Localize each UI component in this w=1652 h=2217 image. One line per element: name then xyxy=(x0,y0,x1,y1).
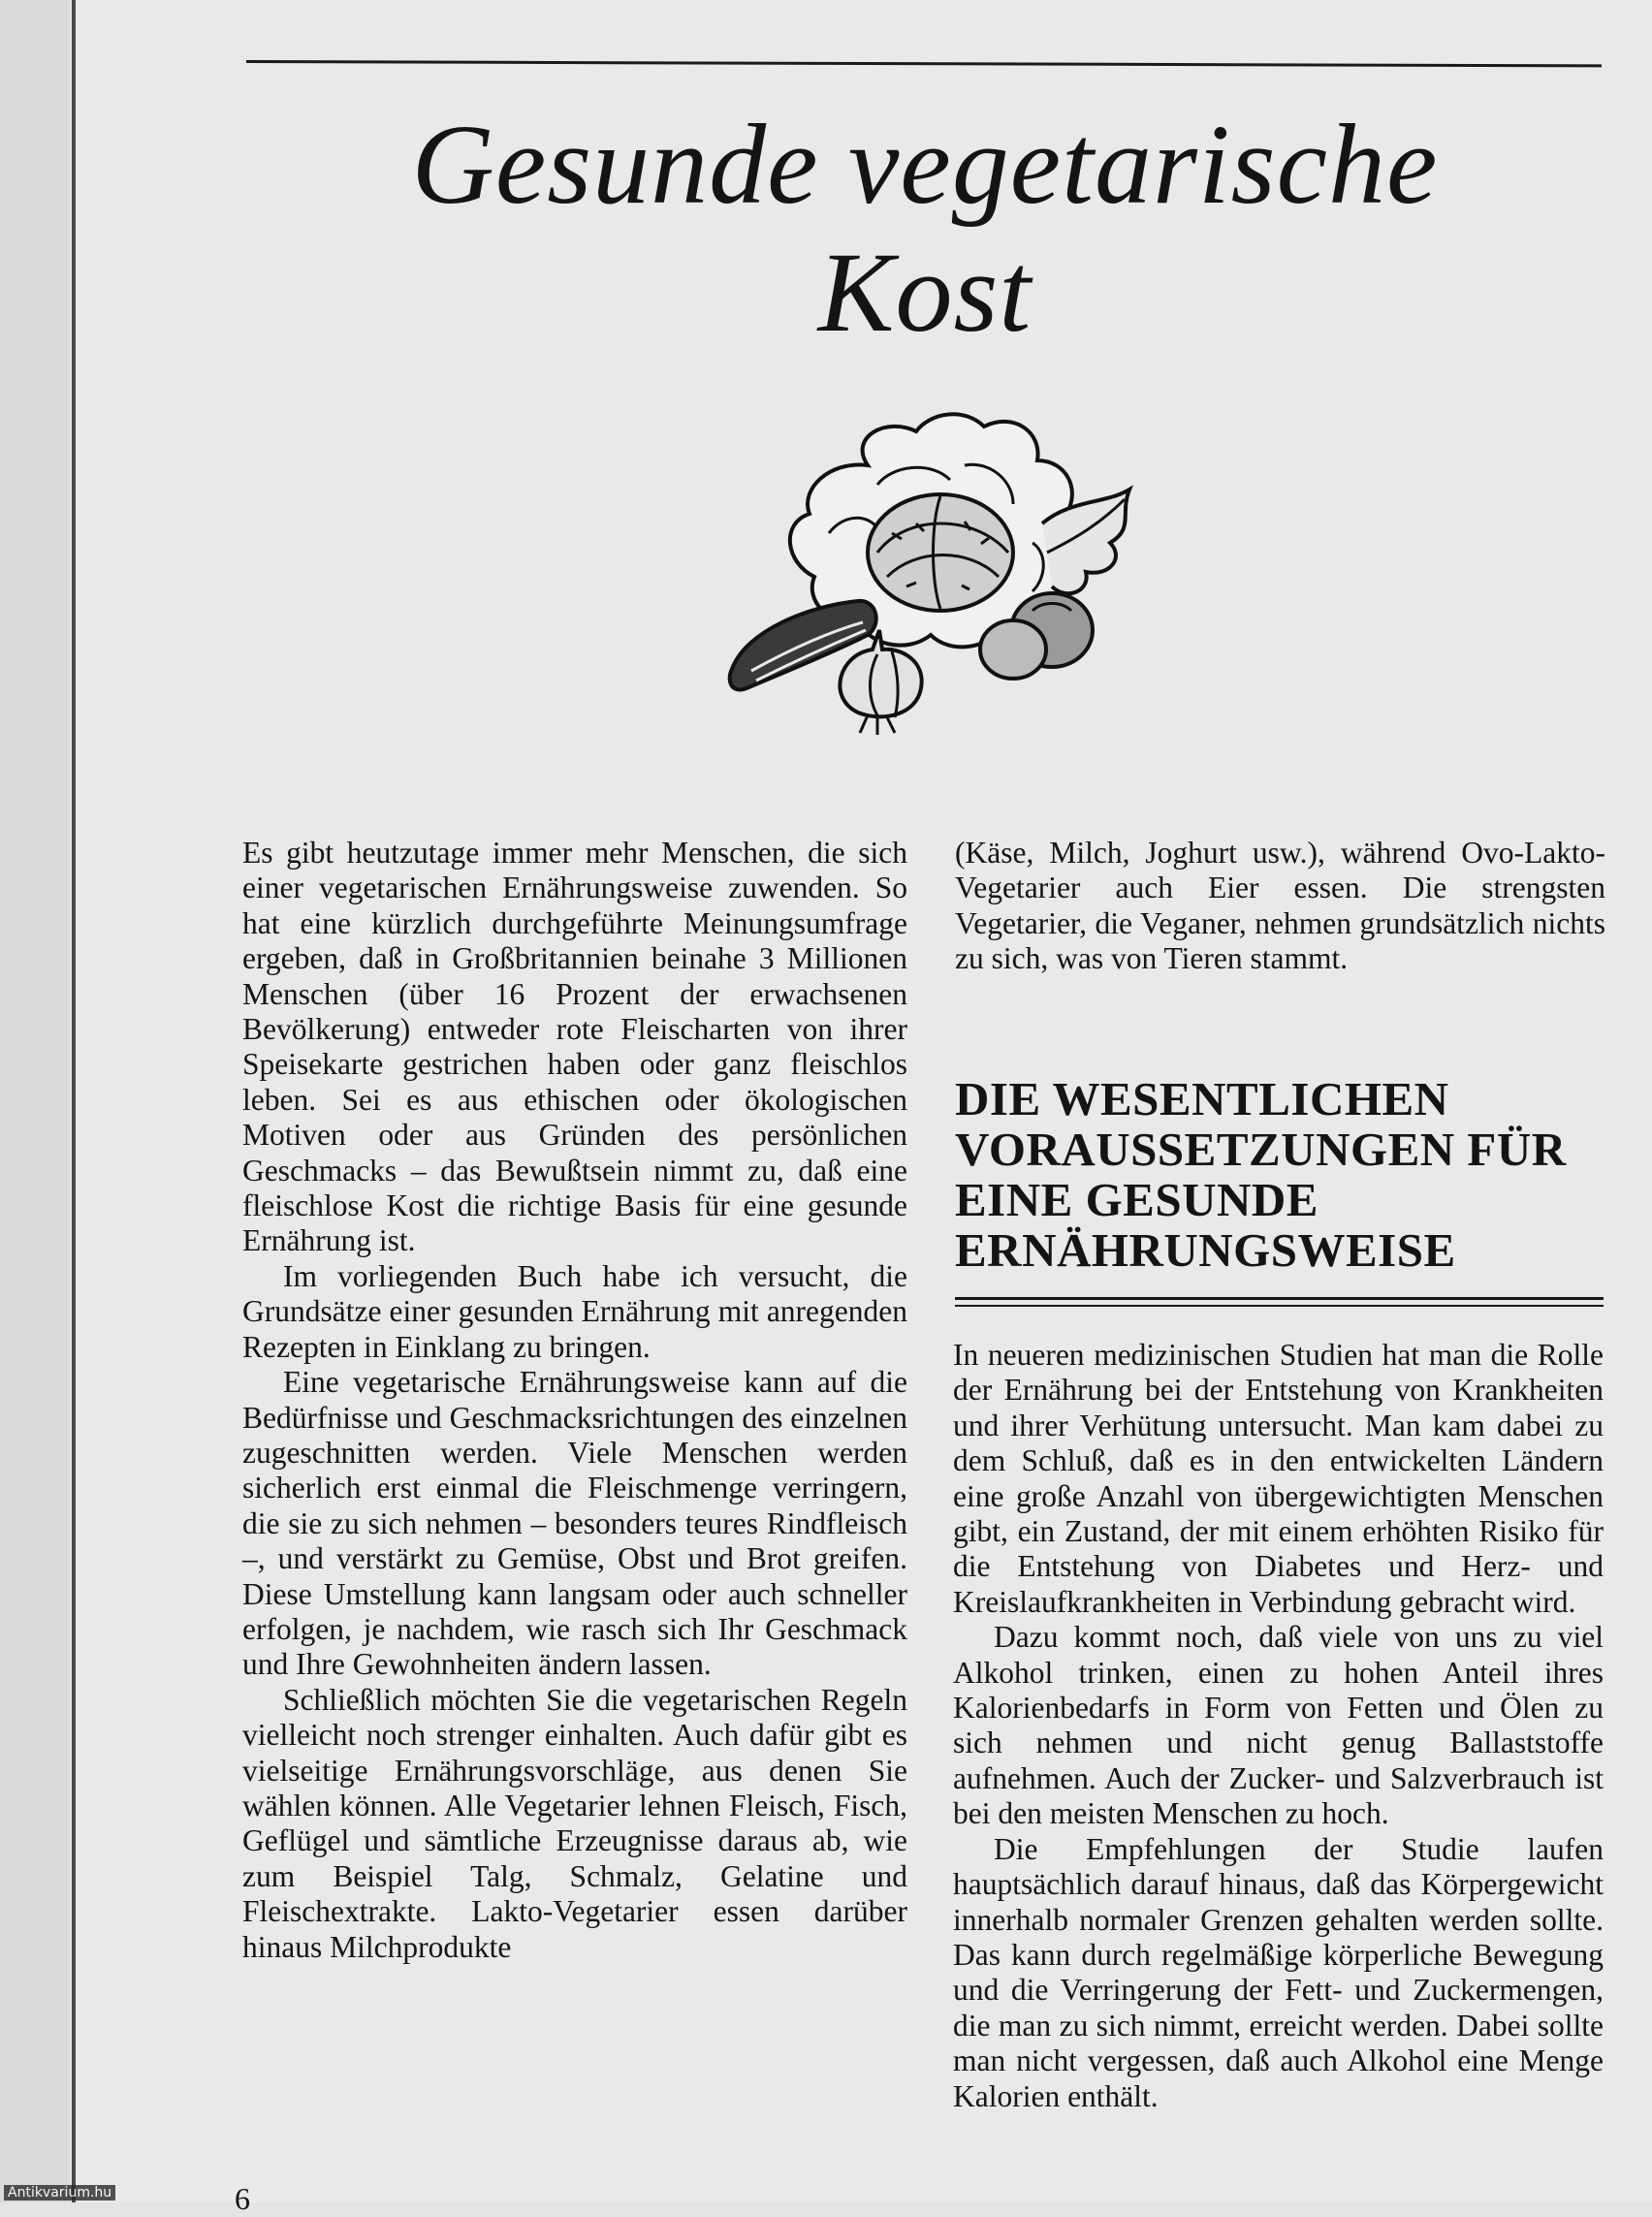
section-heading-line: DIE WESENTLICHEN xyxy=(955,1072,1449,1125)
section-heading-line: EINE GESUNDE xyxy=(955,1173,1318,1226)
paragraph: Die Empfehlungen der Studie laufen hauptsächlich darauf hinaus, daß das Körpergewicht innerhalb normaler Grenzen gehalten werden sollte. Das kann durch regelmäßige körperliche Bewegung und die Verringerung der Fett- und Zuckermengen, die man zu sich nimmt, erreicht werden. Dabei sollte man nicht vergessen, daß auch Alkohol eine Menge Kalorien enthält. xyxy=(953,1831,1604,2113)
vegetables-illustration-icon xyxy=(722,407,1149,737)
book-gutter xyxy=(0,0,70,2202)
paragraph: In neueren medizinischen Studien hat man die Rolle der Ernährung bei der Entstehung von Krankheiten und ihrer Verhütung untersucht. Man kam dabei zu dem Schluß, daß es in den entwickelten Ländern eine große Anzahl von übergewichtigten Menschen gibt, ein Zustand, der mit einem erhöhten Risiko für die Entstehung von Diabetes und Herz- und Kreislaufkrankheiten in Verbindung gebracht wird. xyxy=(953,1338,1604,1619)
heading-rule xyxy=(955,1297,1604,1300)
paragraph: (Käse, Milch, Joghurt usw.), während Ovo-Lakto-Vegetarier auch Eier essen. Die strengsten Vegetarier, die Veganer, nehmen grundsätzlich nichts zu sich, was von Tieren stammt. xyxy=(955,836,1605,976)
watermark: Antikvarium.hu xyxy=(4,2185,115,2201)
section-heading xyxy=(955,1074,1605,1276)
section-heading-line: ERNÄHRUNGSWEISE xyxy=(955,1223,1456,1277)
paragraph: Schließlich möchten Sie die vegetarischen Regeln vielleicht noch strenger einhalten. Auch dafür gibt es vielseitige Ernährungsvorschläge, aus denen Sie wählen können. Alle Vegetarier lehnen Fleisch, Fisch, Geflügel und sämtliche Erzeugnisse daraus ab, wie zum Beispiel Talg, Schmalz, Gelatine und Fleischextrakte. Lakto-Vegetarier essen darüber hinaus Milchprodukte xyxy=(242,1682,907,1964)
paragraph: Eine vegetarische Ernährungsweise kann auf die Bedürfnisse und Geschmacksrichtungen des einzelnen zugeschnitten werden. Viele Menschen werden sicherlich erst einmal die Fleischmenge verringern, die sie zu sich nehmen – besonders teures Rindfleisch –, und verstärkt zu Gemüse, Obst und Brot greifen. Diese Umstellung kann langsam oder auch schneller erfolgen, je nachdem, wie rasch sich Ihr Geschmack und Ihre Gewohnheiten ändern lassen. xyxy=(242,1365,907,1682)
section-heading-line: VORAUSSETZUNGEN FÜR xyxy=(955,1123,1567,1176)
paragraph: Dazu kommt noch, daß viele von uns zu viel Alkohol trinken, einen zu hohen Anteil ihres Kalorienbedarfs in Form von Fetten und Ölen zu sich nehmen und nicht genug Ballaststoffe aufnehmen. Auch der Zucker- und Salzverbrauch ist bei den meisten Menschen zu hoch. xyxy=(953,1620,1604,1831)
right-column-continuation xyxy=(955,836,1605,977)
page-title-line-2: Kost xyxy=(817,229,1032,356)
left-column xyxy=(242,836,907,1965)
heading-rule xyxy=(955,1305,1604,1307)
page-title-line-1: Gesunde vegetarische xyxy=(411,101,1439,228)
paragraph: Im vorliegenden Buch habe ich versucht, die Grundsätze einer gesunden Ernährung mit anregenden Rezepten in Einklang zu bringen. xyxy=(242,1258,907,1364)
paragraph: Es gibt heutzutage immer mehr Menschen, die sich einer vegetarischen Ernährungsweise zuwenden. So hat eine kürzlich durchgeführte Meinungsumfrage ergeben, daß in Großbritannien beinahe 3 Millionen Menschen (über 16 Prozent der erwachsenen Bevölkerung) entweder rote Fleischarten von ihrer Speisekarte gestrichen haben oder ganz fleischlos leben. Sei es aus ethischen oder ökologischen Motiven oder aus Gründen des persönlichen Geschmacks – das Bewußtsein nimmt zu, daß eine fleischlose Kost die richtige Basis für eine gesunde Ernährung ist. xyxy=(242,836,907,1258)
page-number: 6 xyxy=(235,2181,250,2216)
right-column xyxy=(953,1338,1604,2114)
